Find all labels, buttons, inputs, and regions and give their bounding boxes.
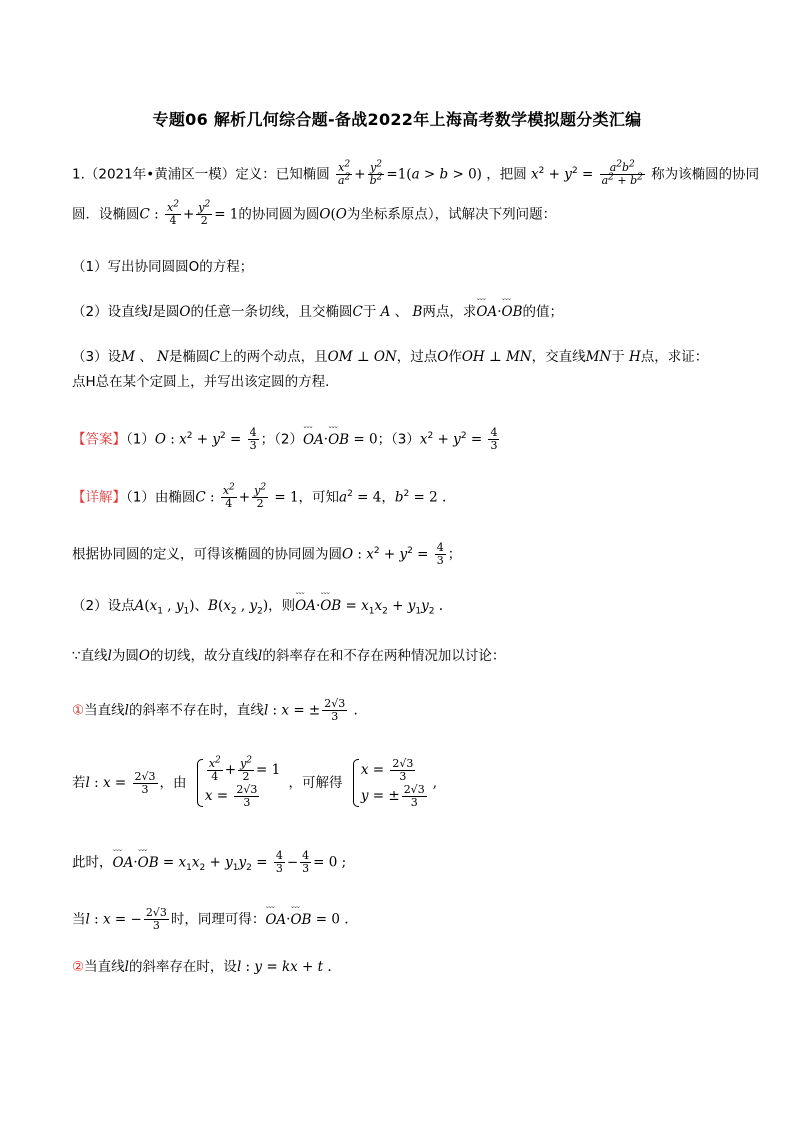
- case-1-system-line: 若l : x = $\frac{2√3}{3}$ ，由 $\frac{x^2}{4}$ + $\frac{y^2}{2}$ = 1 x = $\frac{2√3}{3}$ ，可解得 x = $\frac{2√3}{3}$ y = ± $\frac{2√3}{3}$ ,: [72, 754, 437, 809]
- q1-text: ，把圆: [486, 166, 527, 183]
- q1-intro: 1.（2021年•黄浦区一模）定义：已知椭圆: [72, 166, 330, 183]
- fraction: $\frac{y^2}{2}$: [254, 482, 267, 510]
- question-1-part-3-line-2: 点H总在某个定圆上，并写出该定圆的方程．: [72, 374, 339, 390]
- detail-label: 【详解】: [72, 489, 126, 506]
- q1-text: 称为该椭圆的协同: [651, 166, 760, 183]
- fraction: $\frac{y^2}{2}$: [198, 199, 211, 227]
- fraction: $\frac{4}{3}$: [436, 541, 444, 567]
- page-title: 专题06 解析几何综合题-备战2022年上海高考数学模拟题分类汇编: [152, 110, 642, 129]
- question-1-line-2: 圆．设椭圆C : $\frac{x^2}{4}$ + $\frac{y^2}{2}$ = 1的协同圆为圆O(O为坐标系原点），试解决下列问题：: [72, 199, 557, 227]
- detail-line-3: （2）设点$A(x_1$ , $y_1$)、$B(x_2$ , $y_2$)，则˘˘˘ OA·˘˘˘ OB = $x_1x_2 + y_1y_2$ .: [72, 596, 734, 616]
- fraction: $\frac{x^2}{4}$: [166, 199, 179, 227]
- q1-text: 的协同圆为圆: [238, 206, 320, 223]
- case-1-result-line: 此时，˘˘˘ OA·˘˘˘ OB = $x_1x_2 + y_1y_2$ = $\frac{4}{3}$ − $\frac{4}{3}$ = 0 ;: [72, 850, 734, 875]
- equation-system: $\frac{x^2}{4}$ + $\frac{y^2}{2}$ = 1 x = $\frac{2√3}{3}$: [195, 757, 280, 809]
- fraction: $\frac{2√3}{3}$: [134, 769, 156, 796]
- fraction: $\frac{y^2}{b^2}$: [369, 159, 383, 187]
- fraction: $\frac{a^2b^2}{a^2 + b^2}$: [601, 159, 643, 187]
- question-1-part-1: （1）写出协同圆圆O的方程；: [72, 259, 254, 275]
- fraction: $\frac{x^2}{a^2}$: [338, 159, 351, 187]
- question-1-line-1: 1.（2021年•黄浦区一模）定义：已知椭圆 $\frac{x^2}{a^2}$ + $\frac{y^2}{b^2}$ =1(a > b > 0) ，把圆 $x^2 + y^2$ = $\frac{a^2b^2}{a^2 + b^2}$ 称为该椭圆的协同: [72, 159, 760, 187]
- question-1-part-3: （3）设M 、 N是椭圆C上的两个动点，且OM ⊥ ON，过点O作OH ⊥ MN，交直线MN于 H点，求证：: [72, 349, 709, 365]
- detail-line-2: 根据协同圆的定义，可得该椭圆的协同圆为圆O : $x^2 + y^2$ = $\frac{4}{3}$ ；: [72, 541, 462, 567]
- detail-line-1: 【详解】（1）由椭圆C : $\frac{x^2}{4}$ + $\frac{y^2}{2}$ = 1，可知$a^2 = 4$，$b^2 = 2$ .: [72, 482, 447, 510]
- fraction: $\frac{2√3}{3}$: [324, 697, 346, 723]
- solution-system: x = $\frac{2√3}{3}$ y = ± $\frac{2√3}{3}$: [351, 757, 429, 809]
- fraction: $\frac{4}{3}$: [490, 426, 498, 452]
- detail-line-4: ∵直线l为圆O的切线，故分直线l的斜率存在和不存在两种情况加以讨论：: [72, 648, 506, 664]
- fraction: $\frac{4}{3}$: [249, 426, 257, 452]
- answer-line: 【答案】（1）O : $x^2 + y^2$ = $\frac{4}{3}$ ；（2）˘˘˘ OA·˘˘˘ OB = 0；$(3)x^2 + y^2$ = $\frac{4}{3}$: [72, 427, 734, 452]
- answer-label: 【答案】: [72, 431, 126, 448]
- fraction: $\frac{x^2}{4}$: [222, 482, 235, 510]
- q1-text: 圆．设椭圆: [72, 206, 140, 223]
- case-2-line: ②当直线l的斜率存在时，设l : y = kx + t .: [72, 959, 332, 975]
- q1-text: 为坐标系原点），试解决下列问题：: [346, 206, 557, 223]
- case-1-other-line: 当l : x = − $\frac{2√3}{3}$ 时，同理可得：˘˘˘ OA·˘˘˘ OB = 0 .: [72, 907, 734, 932]
- case-1-line: ①当直线l的斜率不存在时，直线l : x = ± $\frac{2√3}{3}$ .: [72, 697, 358, 723]
- question-1-part-2: （2）设直线l是圆O的任意一条切线，且交椭圆C于 A 、 B两点，求˘˘˘ OA·˘˘˘ OB的值；: [72, 302, 734, 322]
